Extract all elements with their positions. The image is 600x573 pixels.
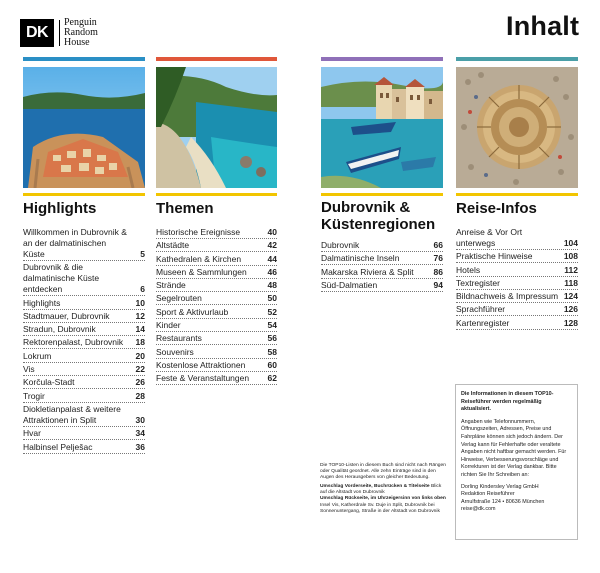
toc-entry-page: 118 bbox=[564, 277, 578, 288]
toc-entry[interactable] bbox=[456, 227, 578, 250]
toc-entry-title: Dubrovnik bbox=[321, 240, 360, 250]
toc-entry[interactable] bbox=[456, 265, 578, 277]
toc-entry[interactable] bbox=[456, 278, 578, 290]
credits-back-label: Umschlag Rückseite, im Uhrzeigersinn von links oben bbox=[320, 496, 446, 502]
toc-entry-title: Stradun, Dubrovnik bbox=[23, 324, 96, 335]
toc-themen bbox=[156, 227, 277, 387]
toc-entry-page: 22 bbox=[135, 364, 145, 375]
photo-harbour bbox=[321, 67, 443, 188]
accent-bar-highlights bbox=[23, 57, 145, 61]
toc-entry-title: Strände bbox=[156, 280, 186, 291]
toc-entry-title: Bildnachweis & Impressum bbox=[456, 291, 559, 302]
publisher-line: Penguin bbox=[64, 17, 97, 28]
toc-entry-title: Makarska Riviera & Split bbox=[321, 266, 414, 277]
column-divider bbox=[23, 193, 145, 196]
dk-logo bbox=[20, 19, 54, 47]
accent-bar-reise-infos bbox=[456, 57, 578, 61]
toc-entry-page: 5 bbox=[140, 249, 145, 259]
toc-entry-page: 12 bbox=[135, 310, 145, 321]
toc-entry-page: 44 bbox=[267, 253, 277, 264]
accent-bar-themen bbox=[156, 57, 277, 61]
toc-entry-title: Sport & Aktivurlaub bbox=[156, 306, 229, 317]
toc-entry-title: Halbinsel Pelješac bbox=[23, 441, 93, 452]
toc-entry-page: 108 bbox=[563, 251, 578, 262]
toc-entry-title: Vis bbox=[23, 364, 35, 375]
info-box-lead: Die Informationen in diesem TOP10-Reiseführer werden regelmäßig aktualisiert. bbox=[461, 391, 554, 413]
heading-regions: Dubrovnik & Küstenregionen bbox=[321, 199, 436, 233]
toc-entry[interactable] bbox=[456, 318, 578, 330]
photo-fountain bbox=[456, 67, 578, 188]
toc-entry-title: Süd-Dalmatien bbox=[321, 279, 378, 290]
toc-entry-title: Souvenirs bbox=[156, 346, 194, 357]
toc-entry[interactable] bbox=[156, 333, 277, 345]
credits-front-text: Blick auf die Altstadt von Dubrovnik bbox=[320, 484, 442, 496]
heading-highlights: Highlights bbox=[23, 200, 97, 217]
toc-entry[interactable] bbox=[321, 280, 443, 292]
publisher-line: Random bbox=[64, 27, 98, 38]
page-title: Inhalt bbox=[506, 11, 580, 41]
toc-entry-title: Textregister bbox=[456, 277, 500, 288]
toc-entry-page: 14 bbox=[135, 324, 145, 335]
toc-entry[interactable] bbox=[456, 251, 578, 263]
toc-entry[interactable] bbox=[156, 267, 277, 279]
toc-entry[interactable] bbox=[156, 227, 277, 239]
toc-entry-page: 34 bbox=[135, 428, 145, 439]
photo-beach bbox=[156, 67, 277, 188]
toc-entry-title: Rektorenpalast, Dubrovnik bbox=[23, 337, 124, 348]
toc-entry-title: Hvar bbox=[23, 428, 41, 439]
heading-reise-infos: Reise-Infos bbox=[456, 200, 537, 217]
toc-entry-title: Trogir bbox=[23, 390, 45, 401]
toc-entry[interactable] bbox=[23, 391, 145, 403]
toc-entry[interactable] bbox=[456, 304, 578, 316]
toc-entry-title: Dalmatinische Inseln bbox=[321, 253, 400, 264]
toc-entry[interactable] bbox=[321, 253, 443, 265]
toc-entry-page: 58 bbox=[267, 346, 277, 357]
address-line: Arnulfstraße 124 • 80636 München bbox=[461, 498, 545, 505]
contact-email[interactable]: reise@dk.com bbox=[461, 506, 496, 513]
toc-entry[interactable] bbox=[321, 240, 443, 252]
column-divider bbox=[321, 193, 443, 196]
toc-regions bbox=[321, 240, 443, 293]
toc-entry[interactable] bbox=[321, 267, 443, 279]
toc-entry[interactable] bbox=[23, 377, 145, 389]
credits-front-label: Umschlag Vorderseite, Buchrücken & Titelseite bbox=[320, 484, 430, 490]
toc-entry[interactable] bbox=[23, 428, 145, 440]
toc-entry-page: 60 bbox=[267, 359, 277, 370]
toc-entry-title: Kartenregister bbox=[456, 317, 510, 328]
publisher-name bbox=[64, 18, 98, 48]
publisher-line: House bbox=[64, 37, 90, 48]
toc-entry-page: 66 bbox=[433, 240, 443, 250]
toc-entry-page: 30 bbox=[135, 414, 145, 425]
credits-front bbox=[320, 484, 446, 496]
toc-entry-page: 76 bbox=[433, 253, 443, 264]
toc-entry-page: 52 bbox=[267, 306, 277, 317]
toc-entry[interactable] bbox=[156, 360, 277, 372]
toc-entry[interactable] bbox=[23, 351, 145, 363]
toc-entry[interactable] bbox=[156, 240, 277, 252]
toc-entry[interactable] bbox=[23, 298, 145, 310]
toc-entry-page: 20 bbox=[135, 350, 145, 361]
cover-credits bbox=[320, 463, 446, 515]
toc-entry-page: 10 bbox=[135, 297, 145, 308]
publisher-divider bbox=[59, 20, 60, 46]
toc-entry[interactable] bbox=[23, 404, 145, 427]
toc-entry[interactable] bbox=[23, 311, 145, 323]
toc-entry-title: Museen & Sammlungen bbox=[156, 266, 247, 277]
column-divider bbox=[456, 193, 578, 196]
toc-entry-page: 46 bbox=[267, 266, 277, 277]
toc-entry-title: Restaurants bbox=[156, 333, 202, 344]
toc-entry-title: Willkommen in Dubrovnik & an der dalmatinischen Küste bbox=[23, 227, 127, 259]
toc-entry-page: 126 bbox=[563, 304, 578, 315]
toc-entry[interactable] bbox=[456, 291, 578, 303]
toc-entry-title: Anreise & Vor Ort unterwegs bbox=[456, 227, 523, 248]
toc-entry[interactable] bbox=[156, 373, 277, 385]
toc-entry-page: 128 bbox=[563, 317, 578, 328]
toc-entry-page: 54 bbox=[267, 320, 277, 331]
toc-entry[interactable] bbox=[23, 337, 145, 349]
toc-entry-page: 48 bbox=[267, 280, 277, 291]
update-info-box bbox=[455, 384, 578, 540]
toc-entry-title: Altstädte bbox=[156, 240, 190, 251]
toc-entry-page: 86 bbox=[433, 266, 443, 277]
toc-highlights bbox=[23, 227, 145, 455]
toc-entry-page: 104 bbox=[563, 238, 578, 248]
logo-text: DK bbox=[25, 24, 49, 41]
publisher-address bbox=[461, 484, 572, 514]
toc-entry-page: 18 bbox=[135, 337, 145, 348]
toc-reise-infos bbox=[456, 227, 578, 331]
credits-intro: Die TOP10-Listen in diesem Buch sind nicht nach Rängen oder Qualität geordnet. Alle zehn Einträge sind in den Augen des Herausgebers von gleicher Bedeutung. bbox=[320, 463, 446, 481]
toc-entry-page: 94 bbox=[433, 279, 443, 290]
toc-entry[interactable] bbox=[156, 347, 277, 359]
toc-entry-title: Dubrovnik & die dalmatinische Küste entdecken bbox=[23, 262, 100, 295]
heading-themen: Themen bbox=[156, 200, 214, 217]
toc-entry[interactable] bbox=[23, 262, 145, 296]
accent-bar-regions bbox=[321, 57, 443, 61]
photo-dubrovnik bbox=[23, 67, 145, 188]
toc-entry-title: Kinder bbox=[156, 320, 181, 331]
toc-entry-title: Segelrouten bbox=[156, 293, 202, 304]
toc-entry-page: 40 bbox=[267, 227, 277, 237]
credits-back-text: Insel Vis, Katherdrale Sv. Duje in Split, Dubrovnik bei Sonnenuntergang, Straße in der Altstadt von Dubrovnik bbox=[320, 502, 440, 514]
toc-entry-title: Kathedralen & Kirchen bbox=[156, 253, 242, 264]
toc-entry-title: Diokletianpalast & weitere Attraktionen in Split bbox=[23, 403, 121, 425]
toc-entry-page: 112 bbox=[564, 264, 578, 275]
toc-entry[interactable] bbox=[23, 324, 145, 336]
toc-entry-title: Sprachführer bbox=[456, 304, 506, 315]
toc-entry-page: 56 bbox=[267, 333, 277, 344]
toc-entry-title: Historische Ereignisse bbox=[156, 227, 241, 237]
toc-entry-title: Highlights bbox=[23, 297, 61, 308]
column-divider bbox=[156, 193, 277, 196]
toc-entry[interactable] bbox=[23, 364, 145, 376]
address-line: Dorling Kindersley Verlag GmbH bbox=[461, 483, 539, 490]
info-box-body: Angaben wie Telefonnummern, Öffnungszeiten, Adressen, Preise und Fahrpläne können sich jedoch ändern. Der Verlag kann für Fehlerhafte oder veraltete Angaben nicht haftbar gemacht werden. Für Hinweise, Verbesserungsvorschläge und Korrekturen ist der Verlag dankbar. Bitte richten Sie Ihr Schreiben an: bbox=[461, 418, 567, 478]
toc-entry[interactable] bbox=[156, 254, 277, 266]
toc-entry-title: Feste & Veranstaltungen bbox=[156, 373, 250, 384]
toc-entry-title: Stadtmauer, Dubrovnik bbox=[23, 310, 110, 321]
address-line: Redaktion Reiseführer bbox=[461, 491, 515, 498]
toc-entry[interactable] bbox=[156, 320, 277, 332]
toc-entry-title: Korčula-Stadt bbox=[23, 377, 75, 388]
toc-entry-page: 28 bbox=[135, 390, 145, 401]
toc-entry-title: Praktische Hinweise bbox=[456, 251, 533, 262]
toc-entry[interactable] bbox=[23, 442, 145, 454]
toc-entry[interactable] bbox=[156, 293, 277, 305]
toc-entry-page: 62 bbox=[267, 373, 277, 384]
toc-entry-page: 26 bbox=[135, 377, 145, 388]
toc-entry-page: 42 bbox=[267, 240, 277, 251]
toc-entry[interactable] bbox=[156, 280, 277, 292]
toc-entry-page: 50 bbox=[267, 293, 277, 304]
toc-entry-title: Hotels bbox=[456, 264, 481, 275]
toc-entry[interactable] bbox=[156, 307, 277, 319]
toc-entry-page: 36 bbox=[135, 441, 145, 452]
toc-entry[interactable] bbox=[23, 227, 145, 261]
toc-entry-title: Kostenlose Attraktionen bbox=[156, 359, 246, 370]
credits-back bbox=[320, 496, 446, 514]
toc-entry-page: 124 bbox=[563, 291, 578, 302]
toc-entry-page: 6 bbox=[140, 284, 145, 295]
toc-entry-title: Lokrum bbox=[23, 350, 52, 361]
